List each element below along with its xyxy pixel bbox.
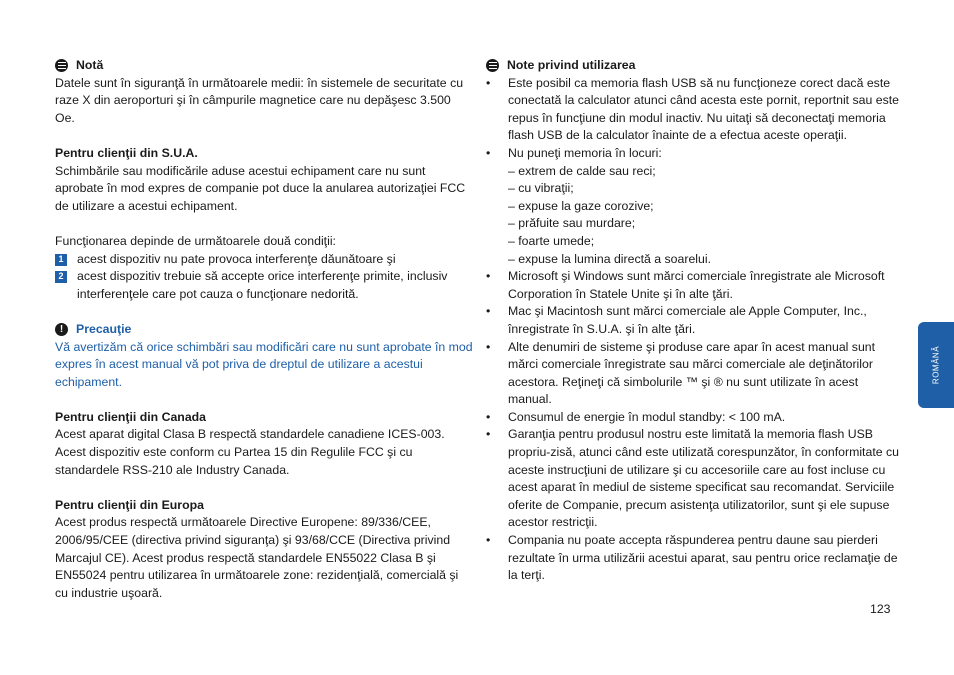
page-number: 123	[870, 602, 891, 616]
sub-list-item: – foarte umede;	[508, 233, 595, 248]
canada-text: Acest aparat digital Clasa B respectă standardele canadiene ICES-003. Acest dispozitiv este conform cu Partea 15 din Regulile FCC şi cu standardele RSS-210 ale Industry Canada.	[55, 427, 445, 477]
list-item	[486, 145, 904, 163]
condition-item	[55, 251, 473, 269]
bullet-marker: •	[486, 533, 491, 548]
bullet-marker: •	[486, 339, 491, 354]
language-side-tab	[918, 322, 954, 408]
bullet-marker: •	[486, 269, 491, 284]
condition-number-badge: 2	[55, 271, 67, 283]
conditions-intro: Funcţionarea depinde de următoarele două condiţii:	[55, 233, 336, 248]
sub-list-item: – prăfuite sau murdare;	[508, 216, 636, 231]
warning-icon: !	[55, 323, 68, 336]
bullet-marker: •	[486, 304, 491, 319]
usage-notes-title: Note privind utilizarea	[507, 58, 636, 72]
list-item	[486, 409, 904, 427]
bullet-marker: •	[486, 427, 491, 442]
sub-list-item: – cu vibraţii;	[508, 181, 574, 196]
condition-text: acest dispozitiv trebuie să accepte orice interferenţe primite, inclusiv interferenţele care pot cauza o funcţionare nedorită.	[77, 269, 448, 301]
usa-title: Pentru clienţii din S.U.A.	[55, 145, 198, 160]
canada-title: Pentru clienţii din Canada	[55, 409, 207, 424]
sub-list-item: – expuse la lumina directă a soarelui.	[508, 251, 712, 266]
list-item-text: Compania nu poate accepta răspunderea pentru daune sau pierderi rezultate în urma utilizării acestui aparat, sau pentru orice reclamaţie de la terţi.	[508, 533, 898, 583]
note-heading	[55, 57, 473, 75]
sub-list-item: – extrem de calde sau reci;	[508, 163, 656, 178]
europe-text: Acest produs respectă următoarele Directive Europene: 89/336/CEE, 2006/95/CEE (directiva privind siguranţa) şi 93/68/CCE (Directiva privind Marcajul CE). Acest produs respectă standardele EN55022 Clasa B şi EN55024 pentru utilizarea în următoarele zone: rezidenţială, comercială şi cu industrie uşoară.	[55, 515, 459, 600]
note-icon	[55, 59, 68, 72]
sub-list-item: – expuse la gaze corozive;	[508, 198, 654, 213]
bullet-marker: •	[486, 145, 491, 160]
left-column	[55, 57, 473, 602]
list-item	[486, 532, 904, 585]
right-column	[486, 57, 904, 585]
caution-title: Precauţie	[76, 321, 132, 336]
note-title: Notă	[76, 58, 104, 72]
list-item	[486, 339, 904, 409]
list-item-text: Microsoft şi Windows sunt mărci comerciale înregistrate ale Microsoft Corporation în Statele Unite şi în alte ţări.	[508, 269, 885, 301]
note-icon	[486, 59, 499, 72]
list-item	[486, 75, 904, 145]
language-label: ROMÂNĂ	[931, 345, 941, 385]
bullet-marker: •	[486, 75, 491, 90]
caution-text: Vă avertizăm că orice schimbări sau modificări care nu sunt aprobate în mod expres în acest manual vă pot priva de dreptul de utilizare a acestui echipament.	[55, 339, 473, 389]
europe-title: Pentru clienţii din Europa	[55, 497, 204, 512]
list-item	[486, 268, 904, 303]
list-item-text: Alte denumiri de sisteme şi produse care apar în acest manual sunt mărci comerciale înregistrate sau mărci comerciale ale deţinătorilor acestora. Reţineţi că simbolurile ™ şi ® nu sunt utilizate în acest manual.	[508, 339, 876, 407]
list-item-text: Este posibil ca memoria flash USB să nu funcţioneze corect dacă este conectată la calculator atunci când acesta este pornit, reportnit sau este repus în funcţiune din modul inactiv. Nu uitaţi să deconectaţi memoria flash USB de la calculator înainte de a efectua aceste operaţii.	[508, 75, 899, 143]
list-item-text: Nu puneţi memoria în locuri:	[508, 145, 662, 160]
list-item	[486, 426, 904, 532]
condition-number-badge: 1	[55, 254, 67, 266]
bullet-marker: •	[486, 409, 491, 424]
list-item-text: Garanţia pentru produsul nostru este limitată la memoria flash USB propriu-zisă, atunci când este utilizată corespunzător, în conformitate cu aceste instrucţiuni de utilizare şi cu accesoriile care au fost incluse cu acest aparat în mediul de sisteme specificat sau recomandat. Serviciile oferite de Companie, precum asistenţa utilizatorilor, sunt şi ele supuse acestor restricţii.	[508, 427, 899, 530]
condition-text: acest dispozitiv nu pate provoca interferenţe dăunătoare şi	[77, 251, 396, 266]
list-item-text: Consumul de energie în modul standby: < 100 mA.	[508, 409, 786, 424]
note-text: Datele sunt în siguranţă în următoarele medii: în sistemele de securitate cu raze X din aeroporturi şi în câmpurile magnetice care nu depăşesc 3.500 Oe.	[55, 75, 464, 125]
caution-heading	[55, 321, 473, 339]
list-item	[486, 303, 904, 338]
condition-item	[55, 268, 473, 303]
list-item-text: Mac şi Macintosh sunt mărci comerciale ale Apple Computer, Inc., înregistrate în S.U.A. şi în alte ţări.	[508, 304, 867, 336]
usa-text: Schimbările sau modificările aduse acestui echipament care nu sunt aprobate în mod expres de companie pot duce la anularea autorizaţiei FCC de utilizare a acestui echipament.	[55, 163, 466, 213]
usage-notes-heading	[486, 57, 904, 75]
